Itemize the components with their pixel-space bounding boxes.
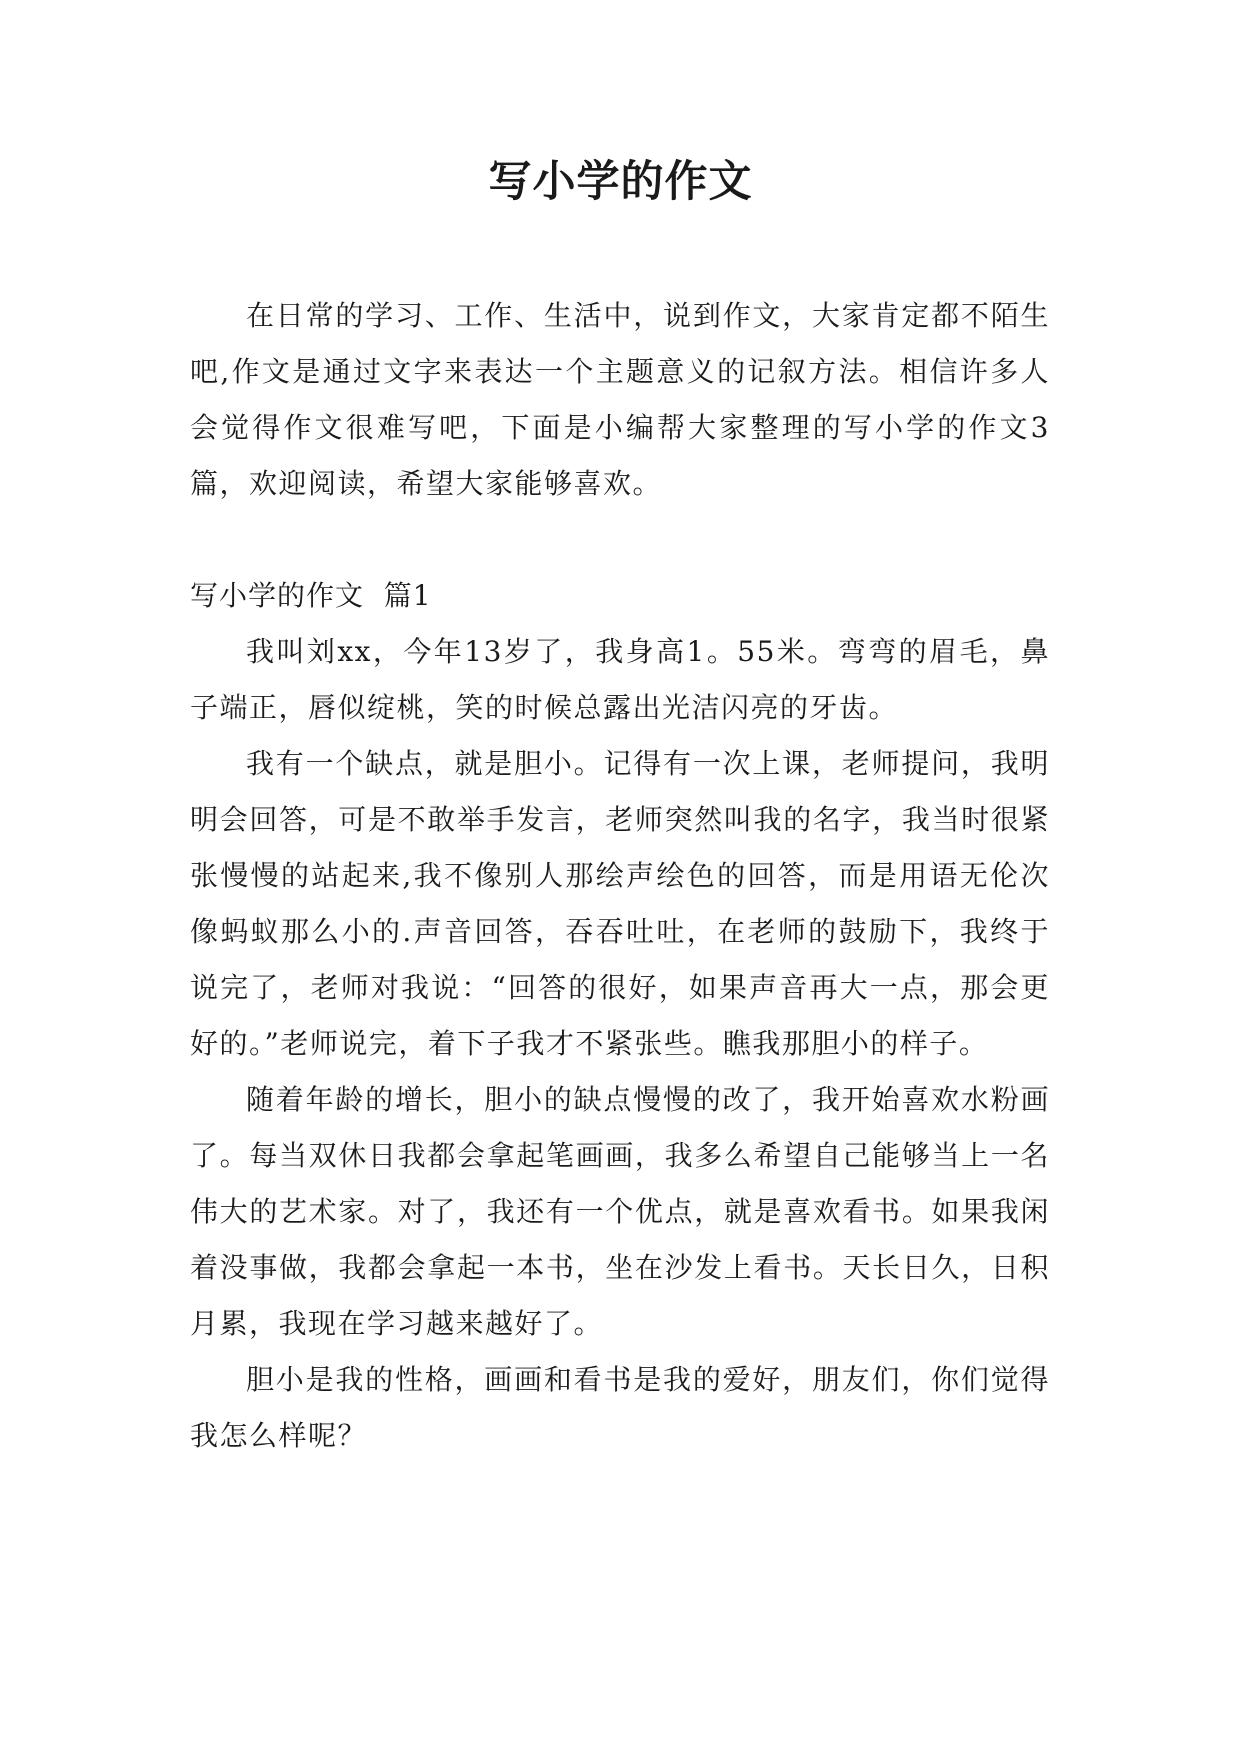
- body-paragraph: 随着年龄的增长，胆小的缺点慢慢的改了，我开始喜欢水粉画了。每当双休日我都会拿起笔画画，我多么希望自己能够当上一名伟大的艺术家。对了，我还有一个优点，就是喜欢看书。如果我闲着没事做，我都会拿起一本书，坐在沙发上看书。天长日久，日积月累，我现在学习越来越好了。: [190, 1083, 1050, 1340]
- body-paragraph: 我有一个缺点，就是胆小。记得有一次上课，老师提问，我明明会回答，可是不敢举手发言，老师突然叫我的名字，我当时很紧张慢慢的站起来,我不像别人那绘声绘色的回答，而是用语无伦次像蚂蚁那么小的.声音回答，吞吞吐吐，在老师的鼓励下，我终于说完了，老师对我说：“回答的很好，如果声音再大一点，那会更好的。”老师说完，着下子我才不紧张些。瞧我那胆小的样子。: [190, 747, 1050, 1060]
- section-heading: 写小学的作文 篇1: [190, 579, 432, 612]
- body-paragraph: 胆小是我的性格，画画和看书是我的爱好，朋友们，你们觉得我怎么样呢？: [190, 1363, 1050, 1452]
- intro-paragraph: 在日常的学习、工作、生活中，说到作文，大家肯定都不陌生吧,作文是通过文字来表达一个主题意义的记叙方法。相信许多人会觉得作文很难写吧，下面是小编帮大家整理的写小学的作文3篇，欢迎阅读，希望大家能够喜欢。: [190, 299, 1050, 500]
- body-paragraph: 我叫刘xx，今年13岁了，我身高1。55米。弯弯的眉毛，鼻子端正，唇似绽桃，笑的时候总露出光洁闪亮的牙齿。: [190, 635, 1050, 724]
- document-title: 写小学的作文: [488, 157, 753, 207]
- document-body: [190, 288, 1050, 1464]
